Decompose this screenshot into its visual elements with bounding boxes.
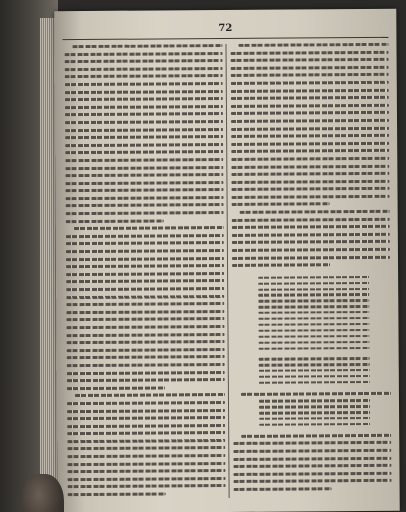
text-line xyxy=(67,355,225,359)
text-line xyxy=(67,439,225,443)
text-line xyxy=(259,381,370,384)
text-line xyxy=(232,195,390,199)
text-line xyxy=(67,469,225,473)
text-line xyxy=(233,464,391,468)
text-line xyxy=(234,487,332,491)
text-line xyxy=(66,249,224,253)
text-line xyxy=(259,347,370,350)
text-line xyxy=(241,434,391,438)
text-line xyxy=(258,276,369,279)
text-line xyxy=(67,454,225,458)
text-line xyxy=(231,180,389,184)
text-line xyxy=(232,248,390,252)
text-line xyxy=(67,386,165,390)
text-line xyxy=(231,149,389,153)
text-line xyxy=(65,59,223,63)
text-line xyxy=(74,226,224,230)
text-column-left xyxy=(64,44,225,499)
text-line xyxy=(232,203,330,207)
text-line xyxy=(259,335,370,338)
text-line xyxy=(65,120,223,124)
text-line xyxy=(66,272,224,276)
text-line xyxy=(231,126,389,130)
text-line xyxy=(68,477,226,481)
text-line xyxy=(259,411,370,414)
text-line xyxy=(65,173,223,177)
text-line xyxy=(231,50,389,54)
text-line xyxy=(66,310,224,314)
text-line xyxy=(66,196,224,200)
text-line xyxy=(258,288,369,291)
text-line xyxy=(67,462,225,466)
page-number: 72 xyxy=(218,22,233,35)
text-line xyxy=(66,287,224,291)
text-line xyxy=(67,363,225,367)
text-line xyxy=(67,416,225,420)
text-line xyxy=(66,257,224,261)
text-line xyxy=(259,341,370,344)
text-line xyxy=(66,302,224,306)
text-line xyxy=(65,150,223,154)
text-line xyxy=(67,378,225,382)
text-line xyxy=(65,74,223,78)
text-line xyxy=(231,104,389,108)
text-line xyxy=(68,492,166,496)
text-line xyxy=(258,311,369,314)
text-line xyxy=(65,188,223,192)
text-line xyxy=(231,111,389,115)
text-line xyxy=(66,295,224,299)
book-page xyxy=(54,9,399,512)
text-line xyxy=(231,88,389,92)
text-line xyxy=(259,405,370,408)
text-line xyxy=(259,423,370,426)
text-line xyxy=(65,52,223,56)
text-line xyxy=(258,293,369,296)
text-line xyxy=(231,96,389,100)
text-line xyxy=(65,128,223,132)
text-line xyxy=(231,119,389,123)
text-line xyxy=(67,424,225,428)
text-line xyxy=(67,348,225,352)
text-line xyxy=(258,299,369,302)
text-line xyxy=(67,371,225,375)
text-line xyxy=(259,357,370,360)
text-line xyxy=(258,329,369,332)
text-line xyxy=(234,479,392,483)
text-line xyxy=(231,134,389,138)
text-line xyxy=(231,66,389,70)
text-line xyxy=(66,211,224,215)
text-line xyxy=(232,233,390,237)
text-line xyxy=(258,317,369,320)
text-line xyxy=(65,112,223,116)
text-line xyxy=(65,181,223,185)
text-line xyxy=(66,203,224,207)
text-line xyxy=(233,441,391,445)
text-line xyxy=(67,431,225,435)
text-line xyxy=(75,393,225,397)
text-line xyxy=(232,263,330,267)
text-line xyxy=(65,143,223,147)
text-line xyxy=(241,392,391,396)
text-line xyxy=(66,325,224,329)
text-line xyxy=(65,166,223,170)
text-line xyxy=(232,240,390,244)
text-line xyxy=(66,219,164,223)
text-line xyxy=(231,164,389,168)
text-line xyxy=(65,67,223,71)
text-line xyxy=(259,363,370,366)
text-line xyxy=(67,333,225,337)
text-line xyxy=(240,210,390,214)
text-line xyxy=(66,234,224,238)
column-rule xyxy=(225,44,229,498)
text-line xyxy=(233,449,391,453)
text-line xyxy=(65,105,223,109)
text-line xyxy=(66,241,224,245)
text-line xyxy=(238,43,388,47)
text-line xyxy=(231,81,389,85)
text-line xyxy=(67,340,225,344)
text-line xyxy=(231,172,389,176)
text-line xyxy=(231,157,389,161)
text-line xyxy=(258,323,369,326)
text-line xyxy=(66,279,224,283)
text-line xyxy=(67,409,225,413)
text-line xyxy=(258,305,369,308)
text-line xyxy=(231,142,389,146)
text-line xyxy=(259,369,370,372)
text-line xyxy=(232,218,390,222)
text-line xyxy=(259,417,370,420)
text-line xyxy=(66,317,224,321)
text-line xyxy=(232,225,390,229)
page-header xyxy=(62,23,388,40)
text-line xyxy=(258,282,369,285)
text-line xyxy=(68,484,226,488)
text-line xyxy=(65,135,223,139)
text-line xyxy=(65,90,223,94)
text-line xyxy=(233,457,391,461)
text-column-right xyxy=(230,43,391,498)
text-line xyxy=(65,158,223,162)
text-line xyxy=(72,44,222,48)
text-line xyxy=(233,472,391,476)
text-line xyxy=(65,82,223,86)
text-line xyxy=(259,375,370,378)
text-line xyxy=(232,255,390,259)
text-line xyxy=(231,73,389,77)
text-line xyxy=(231,187,389,191)
text-line xyxy=(259,399,370,402)
text-line xyxy=(67,401,225,405)
text-line xyxy=(65,97,223,101)
text-line xyxy=(231,58,389,62)
text-line xyxy=(66,264,224,268)
text-line xyxy=(67,446,225,450)
